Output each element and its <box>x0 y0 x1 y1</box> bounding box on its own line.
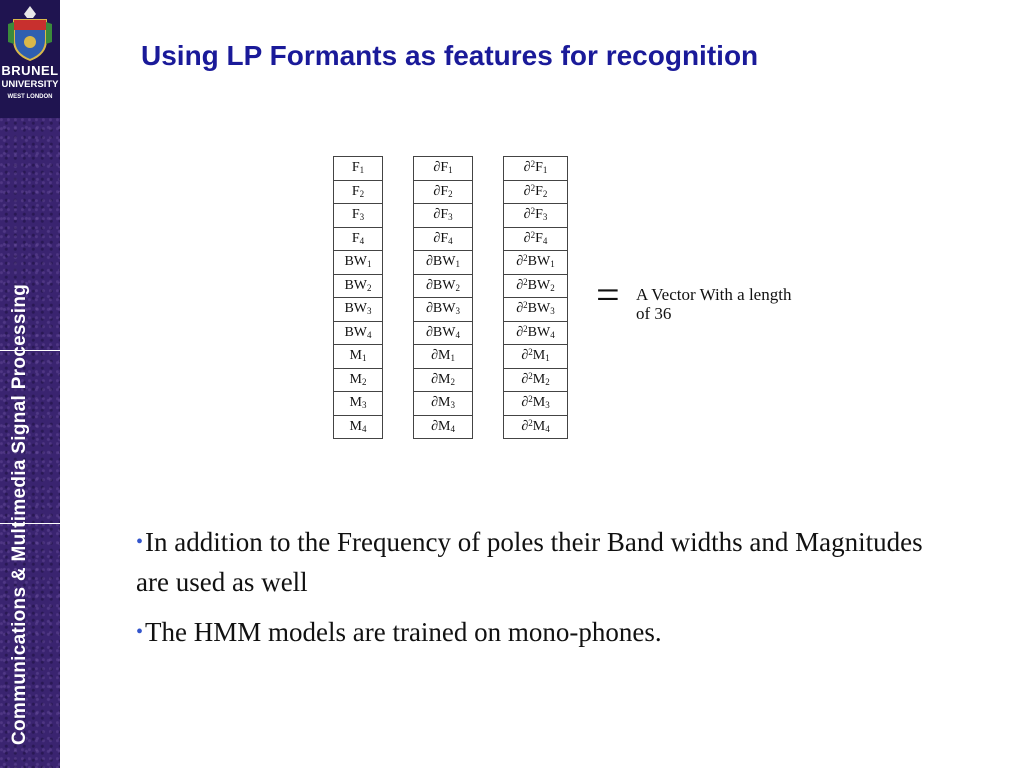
feature-cell: $M_3$ <box>334 392 382 416</box>
feature-cell: $F_2$ <box>334 181 382 205</box>
feature-cell: $\partial^2F_2$ <box>504 181 567 205</box>
feature-cell: $M_1$ <box>334 345 382 369</box>
logo-name-line3: WEST LONDON <box>7 94 53 100</box>
feature-column-delta <box>413 156 473 439</box>
feature-cell: $\partial^2M_4$ <box>504 416 567 440</box>
feature-cell: $\partial^2M_1$ <box>504 345 567 369</box>
feature-column-base <box>333 156 383 439</box>
feature-cell: $BW_1$ <box>334 251 382 275</box>
feature-cell: $\partial M_2$ <box>414 369 472 393</box>
bullet-item <box>136 522 936 602</box>
bullet-text: The HMM models are trained on mono-phones. <box>145 617 662 647</box>
university-logo <box>0 0 60 118</box>
feature-cell: $F_3$ <box>334 204 382 228</box>
bullet-item <box>136 612 936 652</box>
equals-sign: = <box>596 273 620 319</box>
feature-cell: $\partial BW_3$ <box>414 298 472 322</box>
feature-cell: $BW_2$ <box>334 275 382 299</box>
feature-cell: $\partial^2M_3$ <box>504 392 567 416</box>
feature-cell: $\partial^2F_3$ <box>504 204 567 228</box>
feature-cell: $\partial^2BW_1$ <box>504 251 567 275</box>
feature-cell: $\partial F_3$ <box>414 204 472 228</box>
feature-cell: $\partial^2M_2$ <box>504 369 567 393</box>
logo-name-line2: UNIVERSITY <box>1 79 59 90</box>
bullet-marker: • <box>136 621 144 643</box>
feature-cell: $F_1$ <box>334 157 382 181</box>
vector-label: A Vector With a length of 36 <box>636 285 792 323</box>
feature-cell: $\partial BW_1$ <box>414 251 472 275</box>
sidebar <box>0 0 60 768</box>
feature-cell: $\partial^2BW_3$ <box>504 298 567 322</box>
feature-cell: $M_2$ <box>334 369 382 393</box>
feature-cell: $\partial M_1$ <box>414 345 472 369</box>
bullet-list <box>136 522 936 662</box>
feature-cell: $BW_3$ <box>334 298 382 322</box>
feature-cell: $\partial^2F_1$ <box>504 157 567 181</box>
feature-column-delta2 <box>503 156 568 439</box>
logo-name-line1: BRUNEL <box>1 63 59 78</box>
feature-cell: $\partial F_1$ <box>414 157 472 181</box>
feature-cell: $\partial^2BW_4$ <box>504 322 567 346</box>
feature-cell: $\partial^2BW_2$ <box>504 275 567 299</box>
slide-title: Using LP Formants as features for recognition <box>141 40 759 71</box>
feature-cell: $M_4$ <box>334 416 382 440</box>
sidebar-title: Communications & Multimedia Signal Processing <box>9 283 30 745</box>
feature-cell: $\partial F_2$ <box>414 181 472 205</box>
bullet-marker: • <box>136 531 144 553</box>
feature-cell: $\partial BW_4$ <box>414 322 472 346</box>
feature-cell: $\partial BW_2$ <box>414 275 472 299</box>
feature-cell: $BW_4$ <box>334 322 382 346</box>
feature-cell: $\partial^2F_4$ <box>504 228 567 252</box>
bullet-text: In addition to the Frequency of poles their Band widths and Magnitudes are used as well <box>136 527 923 597</box>
crest-icon <box>6 4 54 62</box>
feature-cell: $F_4$ <box>334 228 382 252</box>
feature-cell: $\partial M_4$ <box>414 416 472 440</box>
feature-cell: $\partial F_4$ <box>414 228 472 252</box>
feature-cell: $\partial M_3$ <box>414 392 472 416</box>
